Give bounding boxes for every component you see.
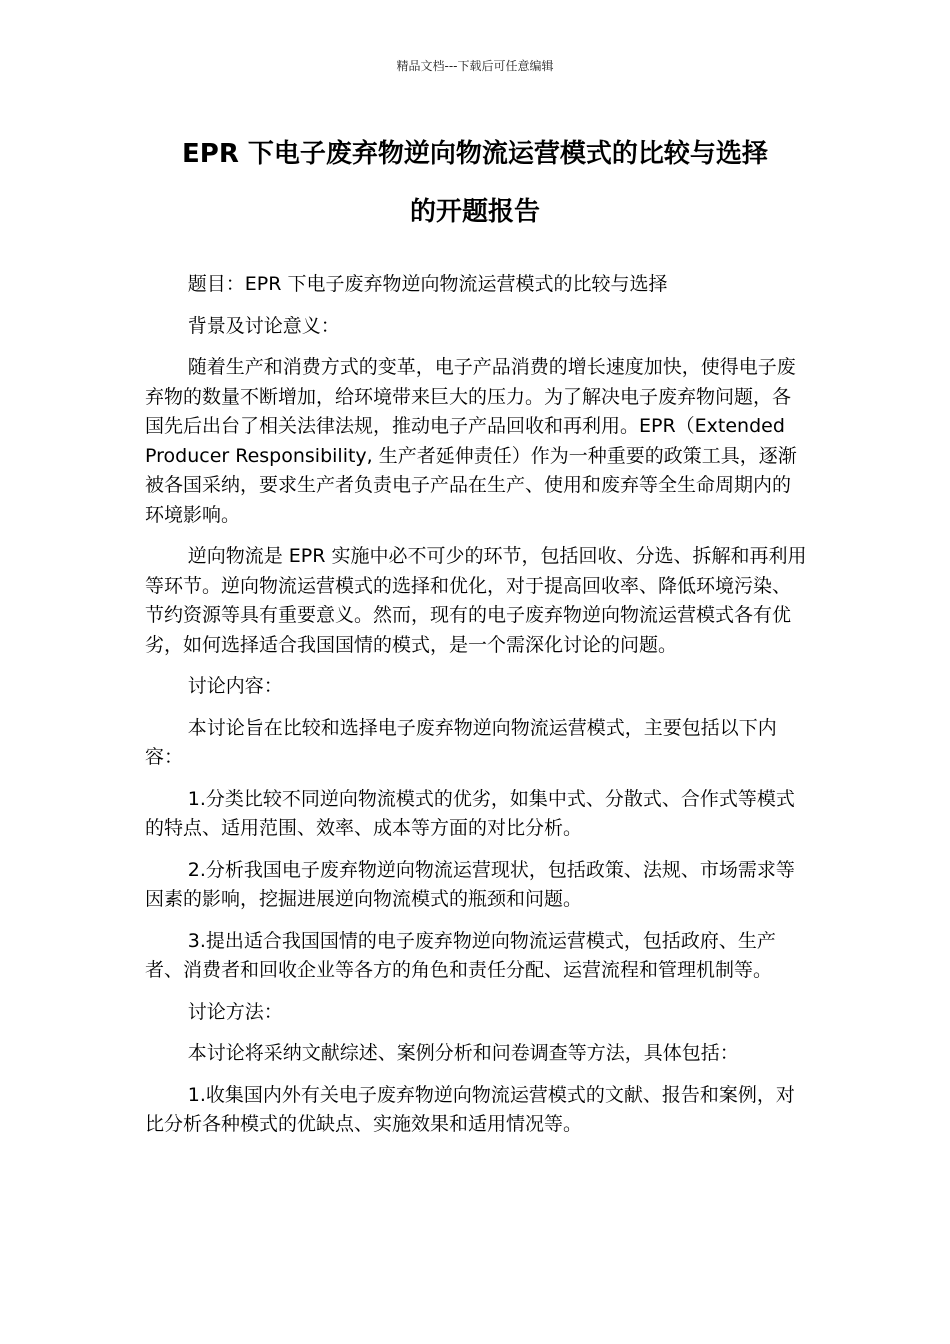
page-header: 精品文档---下载后可任意编辑	[396, 59, 554, 73]
list-item: 1.分类比较不同逆向物流模式的优劣，如集中式、分散式、合作式等模式的特点、适用范围、效率、成本等方面的对比分析。	[145, 787, 795, 839]
document-title-line-1: EPR 下电子废弃物逆向物流运营模式的比较与选择	[182, 139, 768, 169]
list-item: 1.收集国内外有关电子废弃物逆向物流运营模式的文献、报告和案例，对比分析各种模式的优缺点、实施效果和适用情况等。	[145, 1083, 795, 1135]
body-paragraph: 本讨论将采纳文献综述、案例分析和问卷调查等方法，具体包括：	[187, 1042, 739, 1064]
body-paragraph: 逆向物流是 EPR 实施中必不可少的环节，包括回收、分选、拆解和再利用等环节。逆向物流运营模式的选择和优化，对于提高回收率、降低环境污染、节约资源等具有重要意义。然而，现有的电子废弃物逆向物流运营模式各有优劣，如何选择适合我国国情的模式，是一个需深化讨论的问题。	[145, 545, 807, 656]
topic-paragraph: 题目：EPR 下电子废弃物逆向物流运营模式的比较与选择	[187, 273, 668, 295]
section-heading-content: 讨论内容：	[187, 675, 283, 697]
list-item: 2.分析我国电子废弃物逆向物流运营现状，包括政策、法规、市场需求等因素的影响，挖掘进展逆向物流模式的瓶颈和问题。	[145, 858, 795, 910]
document-body	[145, 270, 807, 1152]
list-item: 3.提出适合我国国情的电子废弃物逆向物流运营模式，包括政府、生产者、消费者和回收企业等各方的角色和责任分配、运营流程和管理机制等。	[145, 929, 776, 981]
section-heading-method: 讨论方法：	[187, 1000, 283, 1023]
body-paragraph: 本讨论旨在比较和选择电子废弃物逆向物流运营模式，主要包括以下内容：	[145, 716, 777, 768]
section-heading-background: 背景及讨论意义：	[187, 314, 340, 337]
document-title-line-2: 的开题报告	[409, 197, 540, 227]
body-paragraph: 随着生产和消费方式的变革，电子产品消费的增长速度加快，使得电子废弃物的数量不断增加，给环境带来巨大的压力。为了解决电子废弃物问题，各国先后出台了相关法律法规，推动电子产品回收和再利用。EPR（Extended Producer Responsibility, 生产者延伸责任）作为一种重要的政策工具，逐渐被各国采纳，要求生产者负责电子产品在生产、使用和废弃等全生命周期内的环境影响。	[145, 356, 797, 526]
